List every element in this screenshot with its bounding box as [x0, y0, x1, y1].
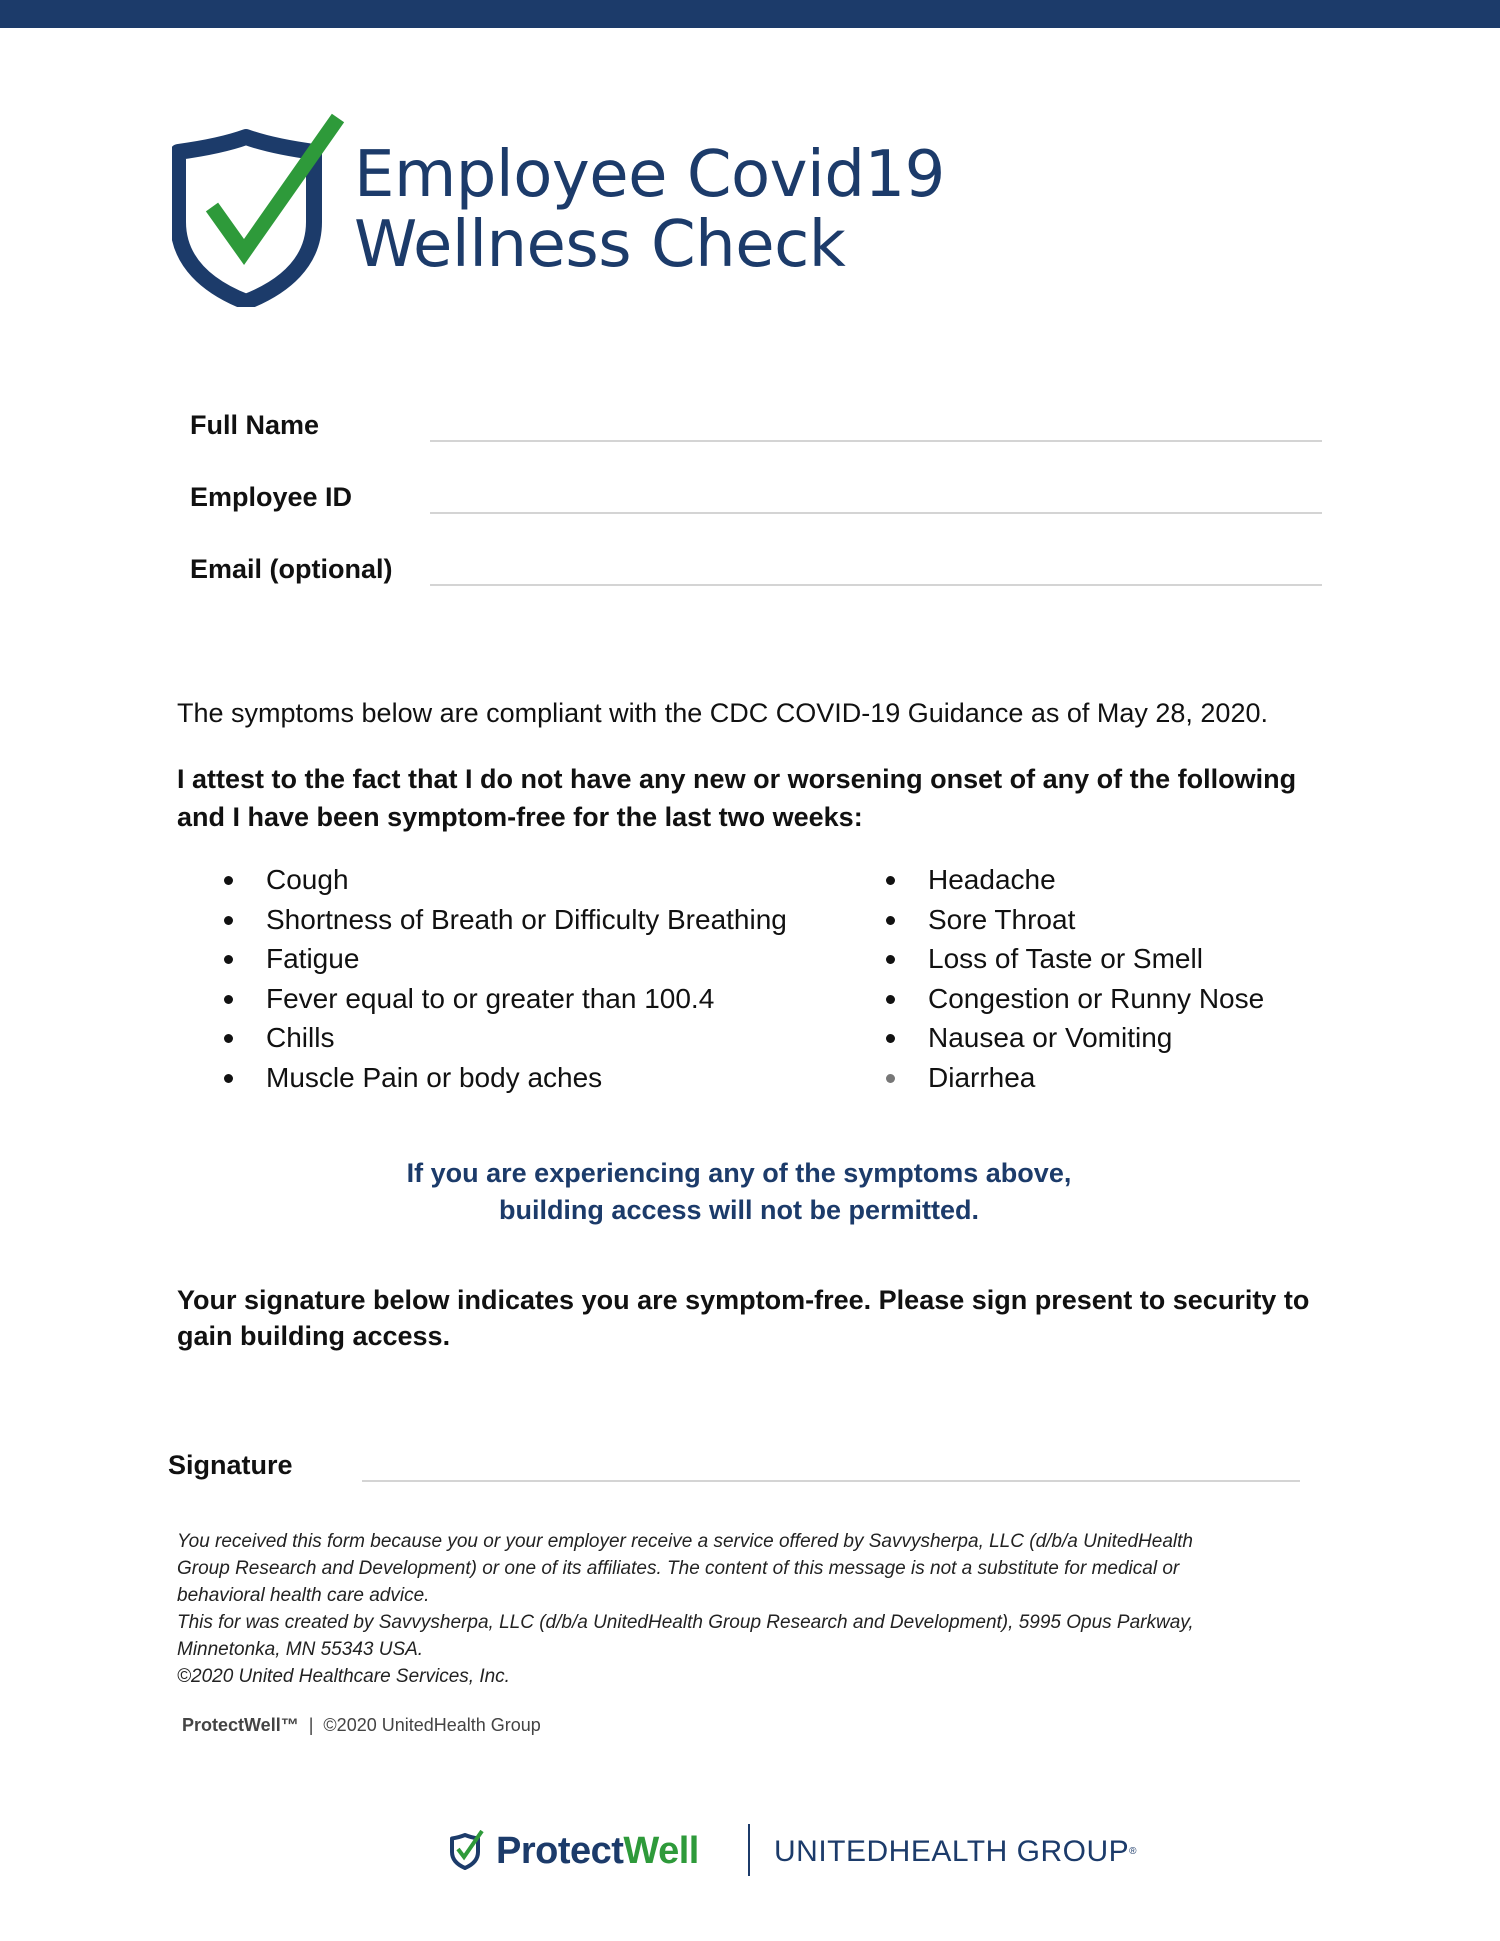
cdc-guidance-text: The symptoms below are compliant with the CDC COVID-19 Guidance as of May 28, 2020.	[177, 698, 1268, 728]
email-label: Email (optional)	[190, 554, 393, 584]
employee-id-label: Employee ID	[190, 482, 353, 512]
email-input-line[interactable]	[430, 584, 1322, 586]
footer-copyright	[182, 1715, 541, 1736]
bullet-icon	[224, 876, 233, 885]
full-name-label: Full Name	[190, 410, 320, 440]
bullet-icon	[886, 916, 895, 925]
signature-label: Signature	[168, 1450, 293, 1480]
footer-logos	[450, 1820, 1150, 1880]
bullet-icon	[224, 995, 233, 1004]
uhg-logo-text: UNITEDHEALTH GROUP	[774, 1835, 1130, 1868]
logo-divider	[748, 1824, 750, 1876]
bullet-icon	[224, 1074, 233, 1083]
footer-separator: |	[308, 1715, 314, 1735]
disclaimer-line: You received this form because you or your employer receive a service offered by Savvysherpa, LLC (d/b/a UnitedHealth	[177, 1531, 1193, 1552]
protectwell-logo-well: Well	[623, 1830, 699, 1872]
employee-id-field	[190, 482, 1322, 522]
email-field	[190, 554, 1322, 594]
legal-disclaimer	[177, 1528, 1317, 1690]
bullet-icon	[886, 1034, 895, 1043]
page-title	[354, 140, 945, 280]
top-banner-bar	[0, 0, 1500, 28]
disclaimer-line: Minnetonka, MN 55343 USA.	[177, 1639, 424, 1660]
footer-copyright-text: ©2020 UnitedHealth Group	[323, 1715, 541, 1735]
disclaimer-line: Group Research and Development) or one of its affiliates. The content of this message is not a substitute for medical or	[177, 1558, 1180, 1579]
signature-instructions: Your signature below indicates you are symptom-free. Please sign present to security to gain building access.	[177, 1285, 1310, 1351]
disclaimer-line: behavioral health care advice.	[177, 1585, 430, 1606]
bullet-icon	[224, 916, 233, 925]
unitedhealth-group-logo	[774, 1834, 1137, 1870]
title-line-1: Employee Covid19	[354, 138, 945, 212]
disclaimer-line: ©2020 United Healthcare Services, Inc.	[177, 1666, 510, 1687]
full-name-input-line[interactable]	[430, 440, 1322, 442]
signature-input-line[interactable]	[362, 1480, 1300, 1482]
full-name-field	[190, 410, 1322, 450]
attestation-statement: I attest to the fact that I do not have any new or worsening onset of any of the following and I have been symptom-free for the last two weeks:	[177, 764, 1297, 832]
shield-check-icon	[450, 1830, 484, 1870]
bullet-icon	[886, 1074, 895, 1083]
bullet-icon	[886, 955, 895, 964]
bullet-icon	[886, 995, 895, 1004]
warning-line-2: building access will not be permitted.	[498, 1195, 980, 1225]
protectwell-logo-protect: Protect	[496, 1830, 624, 1872]
protectwell-logo	[496, 1830, 699, 1872]
shield-check-icon	[172, 112, 350, 307]
bullet-icon	[224, 1034, 233, 1043]
registered-mark: ®	[1129, 1846, 1138, 1857]
access-warning	[0, 1155, 1478, 1229]
employee-id-input-line[interactable]	[430, 512, 1322, 514]
disclaimer-line: This for was created by Savvysherpa, LLC (d/b/a UnitedHealth Group Research and Development), 5995 Opus Parkway,	[177, 1612, 1194, 1633]
title-line-2: Wellness Check	[354, 208, 846, 282]
warning-line-1: If you are experiencing any of the symptoms above,	[406, 1158, 1072, 1188]
bullet-icon	[224, 955, 233, 964]
footer-brand: ProtectWell™	[182, 1715, 299, 1735]
bullet-icon	[886, 876, 895, 885]
